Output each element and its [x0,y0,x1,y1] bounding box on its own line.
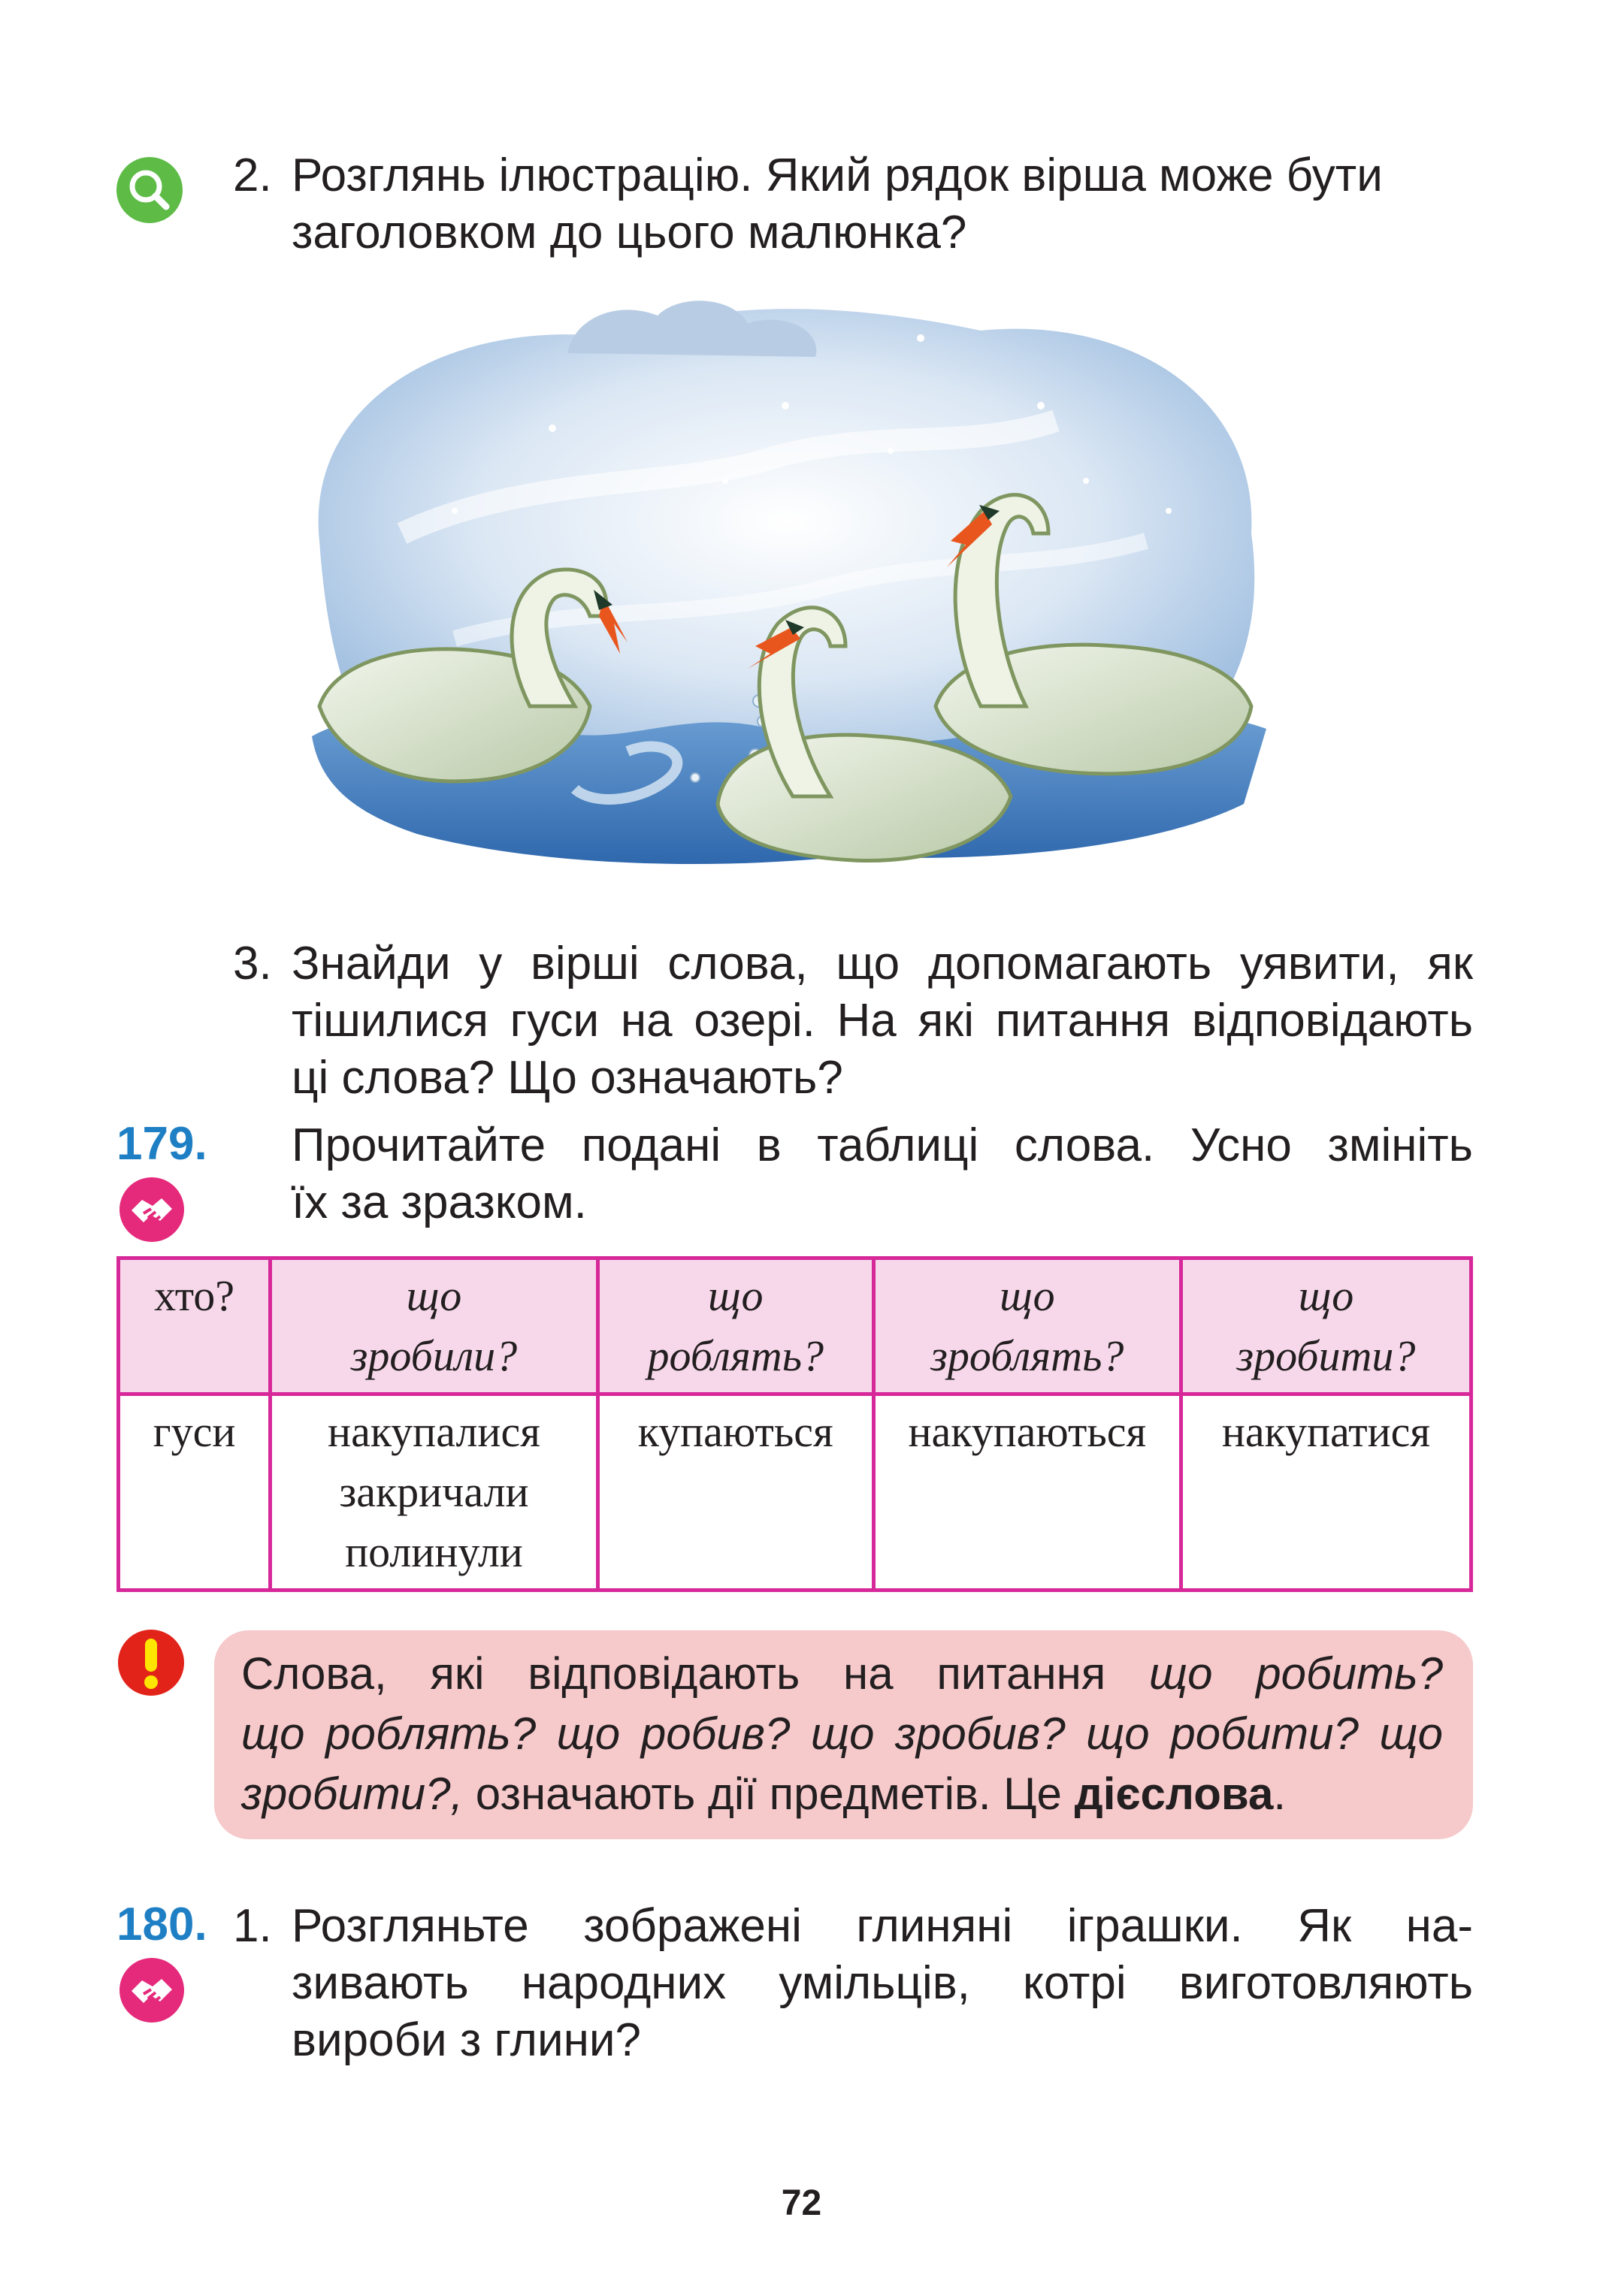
rule-line-2: що роблять? що робив? що зробив? що робити? що [241,1708,1443,1759]
task-2-line-2: заголовком до цього малюнка? [292,207,967,258]
cell-did-words: накупалися закричали полинули [271,1394,598,1591]
task-3-line-2: тішилися гуси на озері. На які питання відповідають [292,995,1473,1047]
exercise-179-task [292,1117,1473,1237]
cell-will-do-word: накупаються [873,1394,1181,1591]
cell-do-word: купаються [597,1394,873,1591]
magnifier-icon [115,156,184,225]
exercise-179-number: 179. [116,1118,207,1170]
cell-to-do-word: накупатися [1181,1394,1471,1591]
rule-line-3: зробити?, означають дії предметів. Це дієслова. [241,1769,1286,1819]
rule-box [214,1630,1473,1839]
term-verbs: дієслова [1074,1769,1274,1819]
exclamation-icon [116,1628,186,1697]
header-cell-do: що роблять? [597,1258,873,1394]
exercise-180-line-2: зивають народних умільців, котрі виготовляють [292,1957,1473,2009]
exercise-180-number: 180. [116,1899,207,1950]
table-header-row [119,1258,1471,1394]
exercise-180-line-3: вироби з глини? [292,2014,641,2066]
rule-line-1: Слова, які відповідають на питання що робить? [241,1648,1443,1699]
header-cell-who: хто? [119,1258,271,1394]
exercise-180-task [233,1898,1473,2078]
task-3-line-3: ці слова? Що означають? [292,1052,843,1104]
task-2-number: 2. [233,150,272,201]
task-2 [233,147,1473,267]
cell-geese: гуси [119,1394,271,1591]
header-cell-to-do: що зробити? [1181,1258,1471,1394]
exercise-180-subnumber: 1. [233,1900,272,1952]
task-3-number: 3. [233,938,272,989]
pair-work-handshake-icon [118,1956,186,2024]
exercise-179-line-1: Прочитайте подані в таблиці слова. Усно змініть [292,1119,1473,1171]
header-cell-did: що зробили? [271,1258,598,1394]
task-3 [233,935,1473,1116]
exercise-179-line-2: їх за зразком. [292,1177,587,1228]
page-number: 72 [781,2183,822,2223]
task-2-line-1: Розглянь ілюстрацію. Який рядок вірша може бути [292,150,1383,201]
task-3-line-1: Знайди у вірші слова, що допомагають уявити, як [292,938,1473,989]
pair-work-handshake-icon [118,1176,186,1243]
header-cell-will-do: що зроблять? [873,1258,1181,1394]
exercise-180-line-1: Розгляньте зображені глиняні іграшки. Як на- [292,1900,1473,1952]
table-row [119,1394,1471,1591]
swans-on-lake-illustration [304,285,1274,879]
words-table [116,1256,1473,1592]
